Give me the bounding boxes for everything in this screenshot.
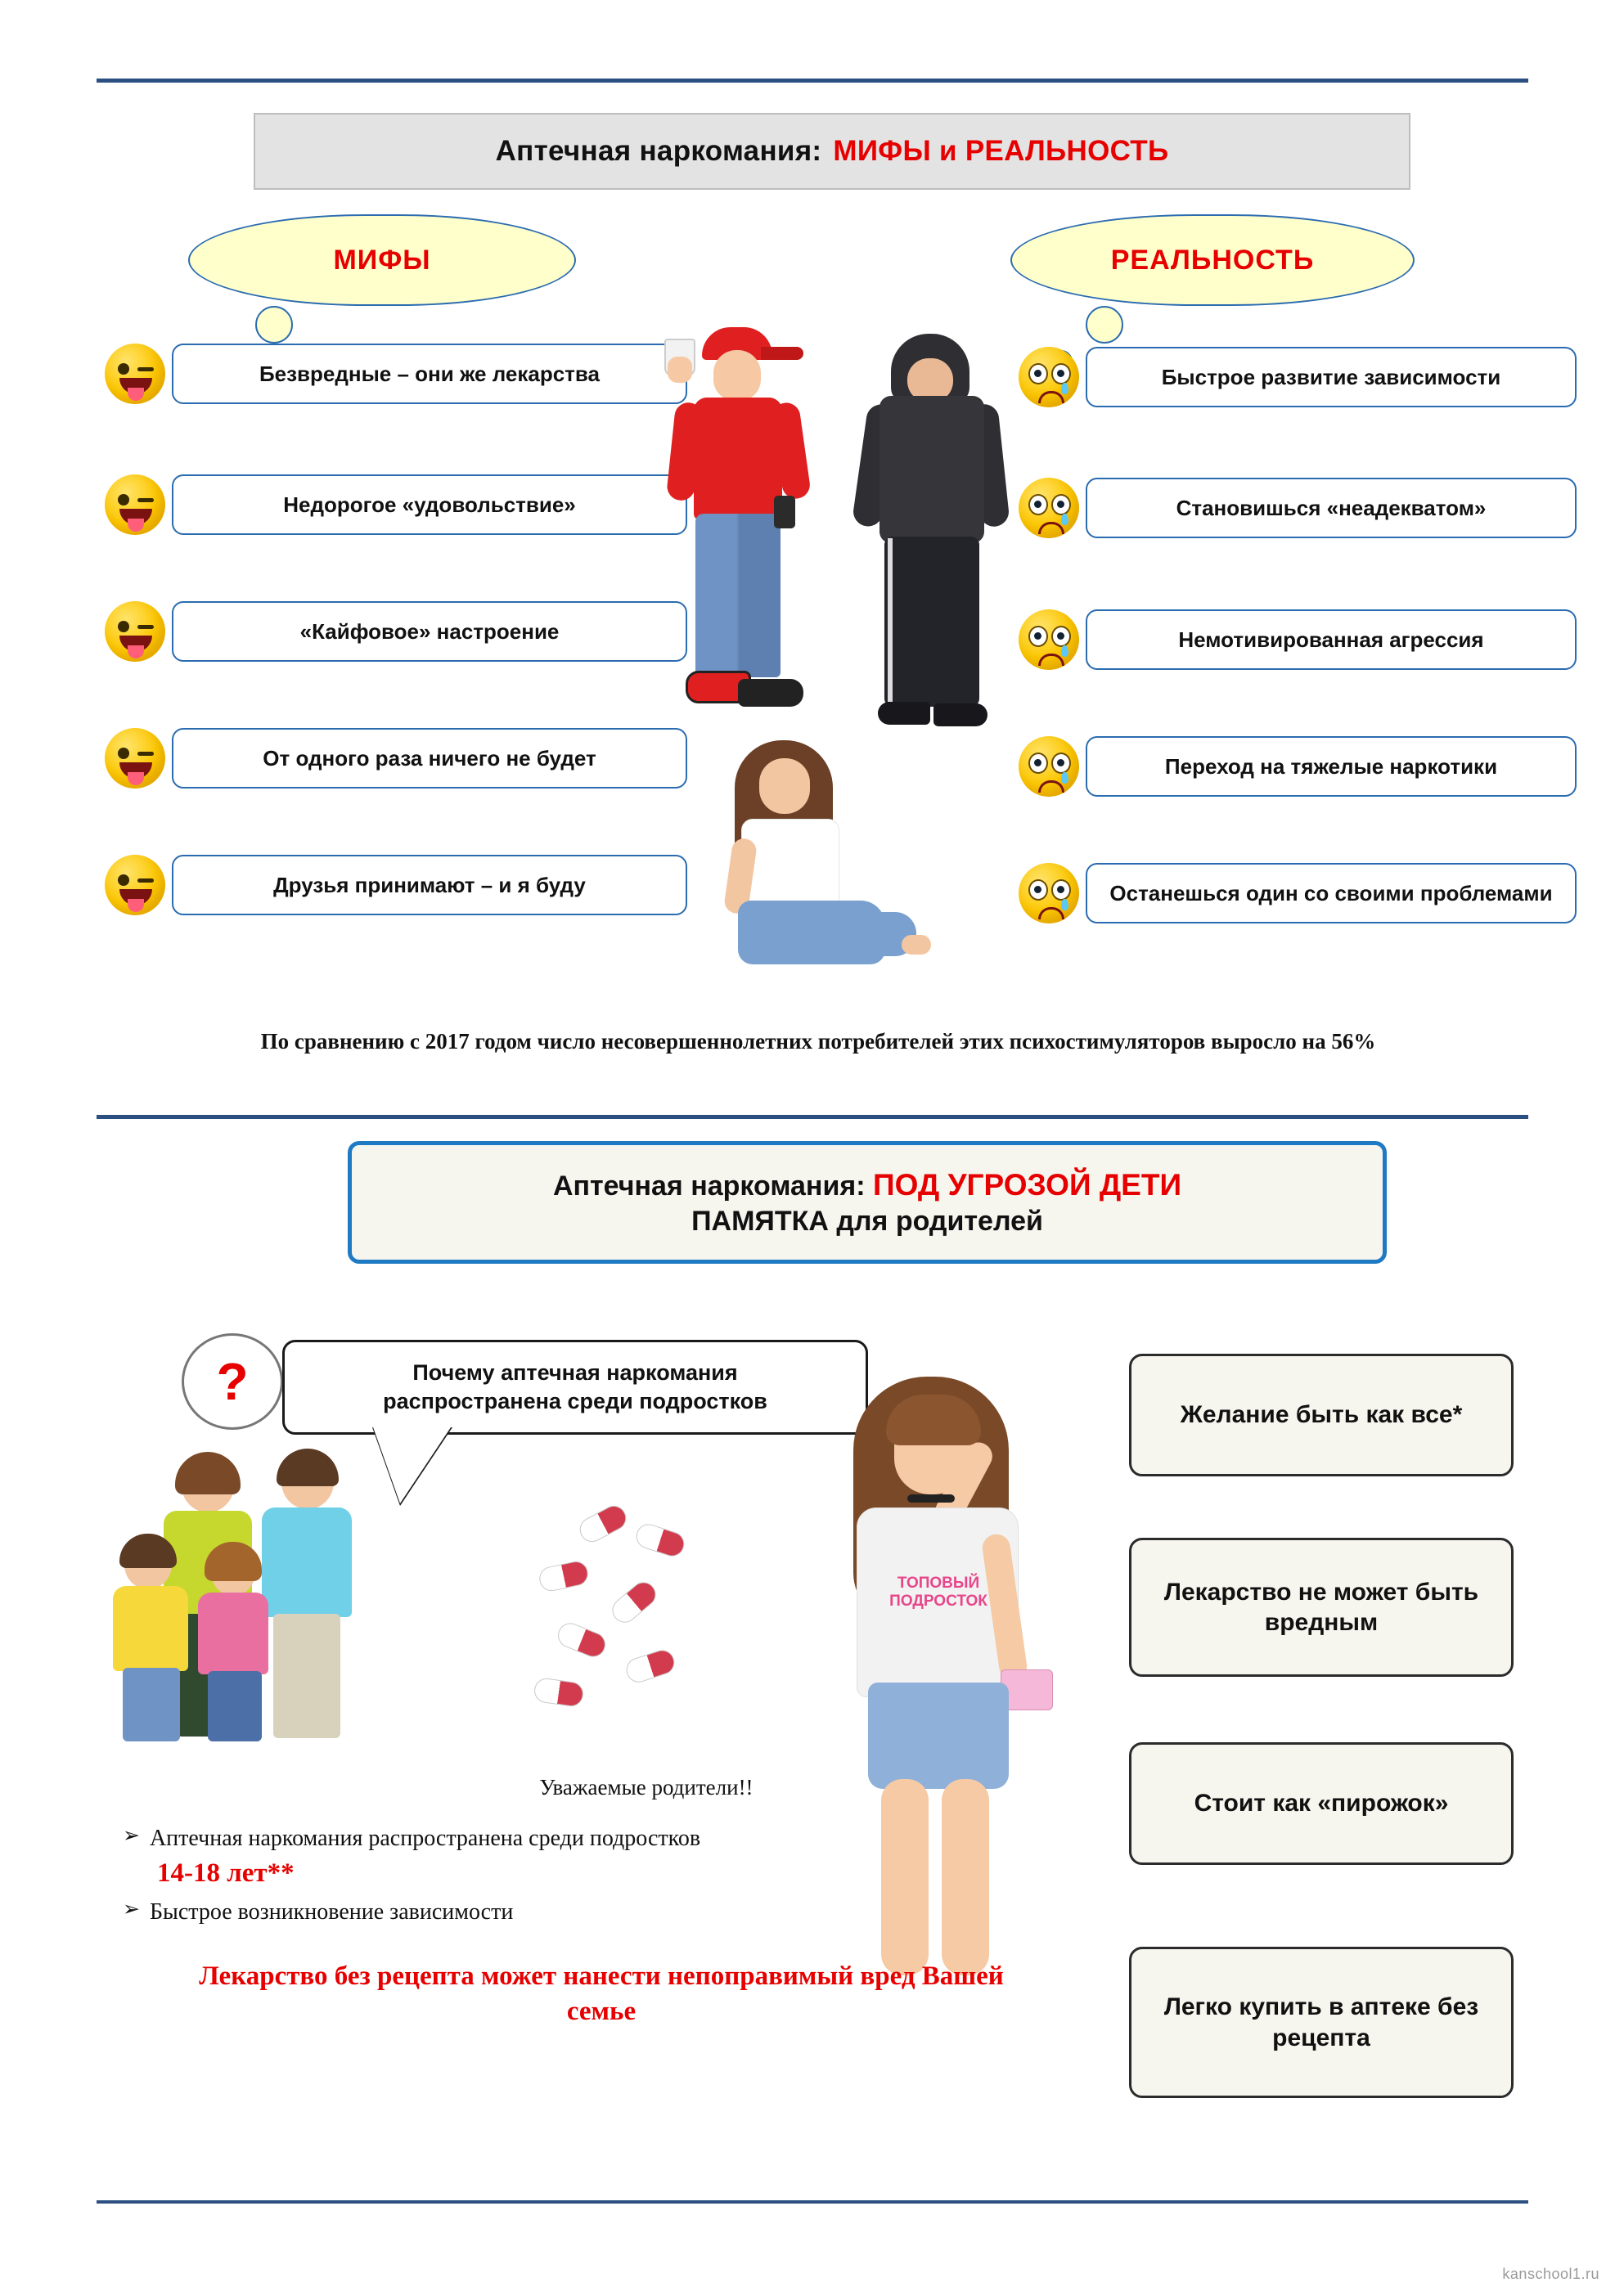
parents-age-highlight-wrap <box>157 1858 295 1889</box>
cloud-reality <box>1010 214 1415 306</box>
question-mark-badge <box>182 1333 283 1430</box>
reality-row-4 <box>1019 736 1577 797</box>
tshirt-print-text: ТОПОВЫЙ ПОДРОСТОК <box>889 1575 987 1610</box>
second-title-black: Аптечная наркомания: <box>552 1170 866 1202</box>
question-mark-icon: ? <box>216 1352 249 1411</box>
question-speech-bubble <box>282 1340 868 1435</box>
speech-bubble-tail <box>372 1425 452 1503</box>
parents-age-highlight: 14-18 лет** <box>157 1858 295 1888</box>
myth-text-5: Друзья принимают – и я буду <box>172 855 687 915</box>
reality-row-2 <box>1019 478 1577 538</box>
illustration-boy-red-cap <box>663 327 818 736</box>
second-title-red: ПОД УГРОЗОЙ ДЕТИ <box>872 1167 1182 1202</box>
parents-bullet-1-text: Аптечная наркомания распространена среди подростков <box>149 1826 701 1851</box>
reality-text-3: Немотивированная агрессия <box>1086 609 1577 670</box>
reason-box-3: Стоит как «пирожок» <box>1129 1742 1514 1865</box>
bottom-divider <box>97 2200 1528 2204</box>
second-title-line1 <box>553 1168 1181 1202</box>
second-title-line2: ПАМЯТКА для родителей <box>691 1205 1043 1237</box>
sad-smiley-icon <box>1019 736 1079 797</box>
sad-smiley-icon <box>1019 347 1079 407</box>
reality-text-4: Переход на тяжелые наркотики <box>1086 736 1577 797</box>
reality-text-1: Быстрое развитие зависимости <box>1086 347 1577 407</box>
illustration-sitting-girl <box>695 740 933 986</box>
sad-smiley-icon <box>1019 478 1079 538</box>
question-line-1: Почему аптечная наркомания <box>412 1360 738 1386</box>
warning-text: Лекарство без рецепта может нанести непоправимый вред Вашей семье <box>199 1961 1004 2026</box>
second-title-banner <box>348 1141 1387 1264</box>
myth-row-4 <box>105 728 687 789</box>
main-title-banner <box>254 113 1410 190</box>
reason-box-2: Лекарство не может быть вредным <box>1129 1538 1514 1677</box>
sad-smiley-icon <box>1019 863 1079 923</box>
myth-text-1: Безвредные – они же лекарства <box>172 344 687 404</box>
reason-box-1: Желание быть как все* <box>1129 1354 1514 1476</box>
statistics-text: По сравнению с 2017 годом число несовершеннолетних потребителей этих психостимуляторов выросло на 56% <box>260 1029 1376 1054</box>
myth-row-1 <box>105 344 687 404</box>
myth-text-3: «Кайфовое» настроение <box>172 601 687 662</box>
myth-row-2 <box>105 474 687 535</box>
reality-row-3 <box>1019 609 1577 670</box>
myth-row-3 <box>105 601 687 662</box>
parents-bullet-2-text: Быстрое возникновение зависимости <box>149 1899 514 1925</box>
wink-smiley-icon <box>105 344 165 404</box>
wink-smiley-icon <box>105 855 165 915</box>
illustration-pills <box>520 1505 700 1726</box>
myth-text-2: Недорогое «удовольствие» <box>172 474 687 535</box>
illustration-boy-hoodie <box>855 334 1019 743</box>
illustration-teen-girl <box>806 1370 1076 1975</box>
wink-smiley-icon <box>105 601 165 662</box>
parents-bullet-2 <box>123 1898 990 1926</box>
bullet-marker-icon: ➢ <box>123 1825 140 1847</box>
myth-text-4: От одного раза ничего не будет <box>172 728 687 789</box>
reality-row-1 <box>1019 347 1577 407</box>
reality-text-5: Останешься один со своими проблемами <box>1086 863 1577 923</box>
bullet-marker-icon: ➢ <box>123 1898 140 1921</box>
question-line-2: распространена среди подростков <box>383 1389 767 1413</box>
page-title-black: Аптечная наркомания: <box>495 135 822 167</box>
watermark-text: kanschool1.ru <box>1502 2266 1599 2282</box>
cloud-myths-label: МИФЫ <box>333 244 431 276</box>
page-title-red: МИФЫ и РЕАЛЬНОСТЬ <box>833 135 1169 167</box>
parents-bullet-1 <box>123 1824 990 1853</box>
cloud-reality-label: РЕАЛЬНОСТЬ <box>1110 244 1315 276</box>
myth-row-5 <box>105 855 687 915</box>
cloud-myths <box>188 214 576 306</box>
wink-smiley-icon <box>105 474 165 535</box>
wink-smiley-icon <box>105 728 165 789</box>
reality-row-5 <box>1019 863 1577 923</box>
parents-heading: Уважаемые родители!! <box>539 1775 754 1800</box>
reality-text-2: Становишься «неадекватом» <box>1086 478 1577 538</box>
reason-box-4: Легко купить в аптеке без рецепта <box>1129 1947 1514 2098</box>
sad-smiley-icon <box>1019 609 1079 670</box>
